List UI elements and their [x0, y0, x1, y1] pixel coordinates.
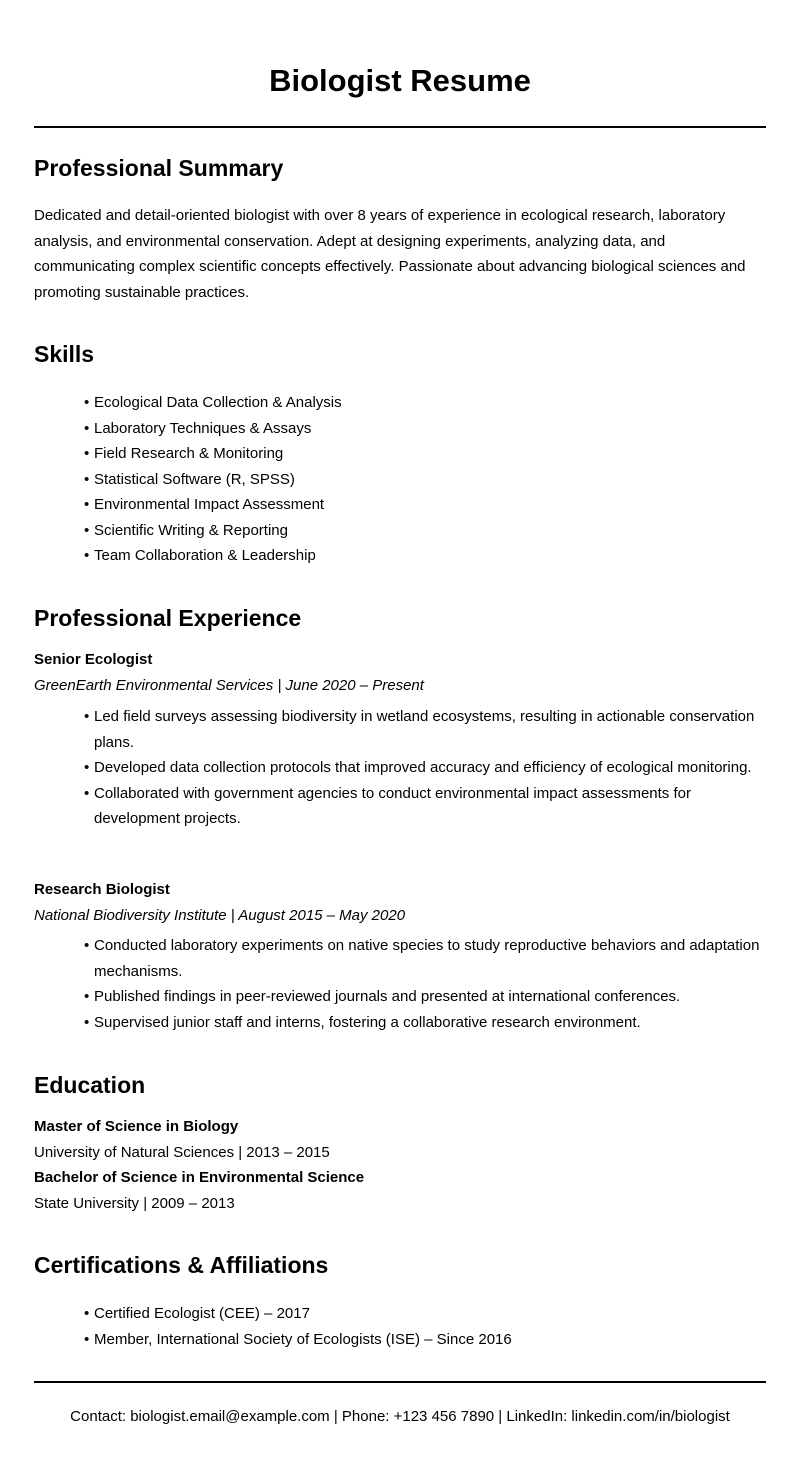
skill-item: • Statistical Software (R, SPSS) — [84, 467, 764, 493]
certifications-list — [84, 1301, 764, 1352]
job-bullet: • Collaborated with government agencies to conduct environmental impact assessments for development projects. — [84, 781, 764, 832]
skills-heading: Skills — [34, 341, 95, 367]
job-company-dates: National Biodiversity Institute | August 2015 – May 2020 — [34, 907, 406, 924]
contact-info: Contact: biologist.email@example.com | Phone: +123 456 7890 | LinkedIn: linkedin.com/in/biologist — [70, 1408, 730, 1425]
skill-item: • Scientific Writing & Reporting — [84, 518, 764, 544]
certification-item: • Member, International Society of Ecologists (ISE) – Since 2016 — [84, 1327, 764, 1353]
summary-text: Dedicated and detail-oriented biologist with over 8 years of experience in ecological research, laboratory analysis, and environmental conservation. Adept at designing experiments, analyzing data, and communicating complex scientific concepts effectively. Passionate about advancing biological sciences and promoting sustainable practices. — [34, 207, 746, 302]
skill-item: • Environmental Impact Assessment — [84, 492, 764, 518]
job-bullets — [84, 933, 764, 1035]
header-divider — [34, 126, 766, 128]
skill-item: • Laboratory Techniques & Assays — [84, 416, 764, 442]
experience-heading: Professional Experience — [34, 605, 302, 631]
certification-item: • Certified Ecologist (CEE) – 2017 — [84, 1301, 764, 1327]
job-bullet: • Developed data collection protocols that improved accuracy and efficiency of ecological monitoring. — [84, 755, 764, 781]
job-bullet: • Conducted laboratory experiments on native species to study reproductive behaviors and adaptation mechanisms. — [84, 933, 764, 984]
skills-list — [84, 390, 764, 569]
job-bullet: • Published findings in peer-reviewed journals and presented at international conferences. — [84, 984, 764, 1010]
job-title: Research Biologist — [34, 881, 170, 898]
certifications-heading: Certifications & Affiliations — [34, 1252, 329, 1278]
school-dates: State University | 2009 – 2013 — [34, 1195, 235, 1212]
footer-divider — [34, 1381, 766, 1383]
summary-heading: Professional Summary — [34, 155, 284, 181]
job-company-dates: GreenEarth Environmental Services | June 2020 – Present — [34, 677, 424, 694]
skill-item: • Team Collaboration & Leadership — [84, 543, 764, 569]
job-bullets — [84, 704, 764, 832]
degree-title: Bachelor of Science in Environmental Science — [34, 1169, 365, 1186]
page-title: Biologist Resume — [269, 63, 531, 98]
job-title: Senior Ecologist — [34, 651, 153, 668]
job-bullet: • Supervised junior staff and interns, fostering a collaborative research environment. — [84, 1010, 764, 1036]
skill-item: • Field Research & Monitoring — [84, 441, 764, 467]
skill-item: • Ecological Data Collection & Analysis — [84, 390, 764, 416]
degree-title: Master of Science in Biology — [34, 1118, 239, 1135]
school-dates: University of Natural Sciences | 2013 – 2015 — [34, 1144, 330, 1161]
education-heading: Education — [34, 1072, 146, 1098]
job-bullet: • Led field surveys assessing biodiversity in wetland ecosystems, resulting in actionable conservation plans. — [84, 704, 764, 755]
